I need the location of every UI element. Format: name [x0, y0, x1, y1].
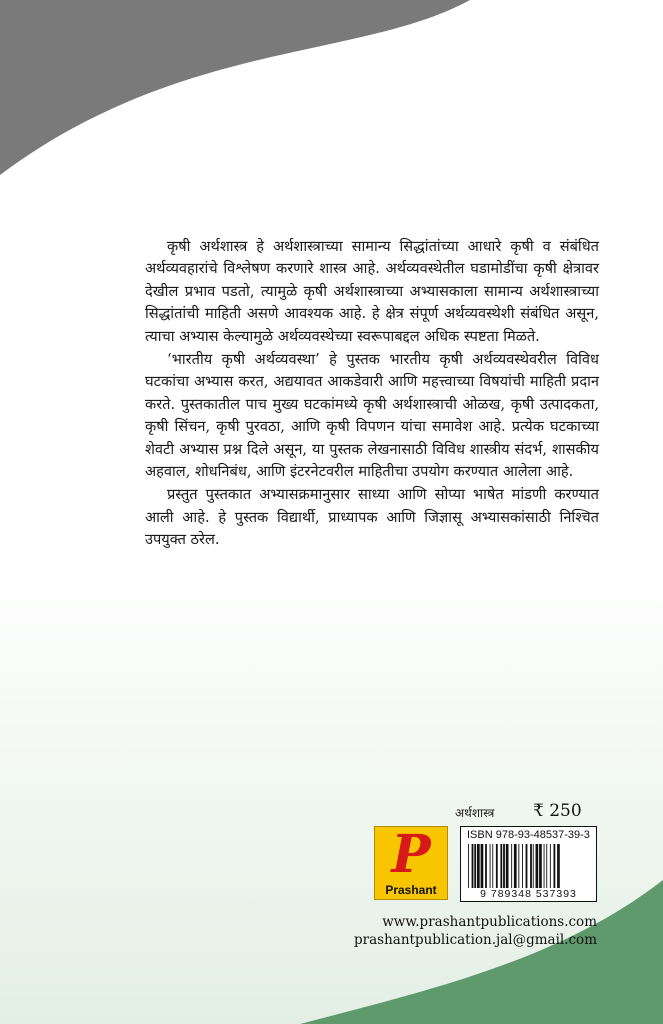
barcode-bar [490, 844, 491, 888]
email-link[interactable]: prashantpublication.jal@gmail.com [354, 932, 597, 948]
barcode-bar [492, 844, 493, 888]
barcode-bar [503, 844, 505, 888]
logo-name: Prashant [385, 883, 437, 897]
barcode-bar [544, 844, 545, 888]
barcode-bar [533, 844, 534, 888]
barcode-bars [467, 844, 591, 888]
blurb-paragraph-2: ‘भारतीय कृषी अर्थव्यवस्था’ हे पुस्तक भारतीय कृषी अर्थव्यवस्थेवरील विविध घटकांचा अभ्यास करत, अद्ययावत आकडेवारी आणि महत्त्वाच्या विषयांची माहिती प्रदान करते. पुस्तकातील पाच मुख्य घटकांमध्ये कृषी अर्थशास्त्राची ओळख, कृषी उत्पादकता, कृषी सिंचन, कृषी पुरवठा, आणि कृषी विपणन यांचा समावेश आहे. प्रत्येक घटकाच्या शेवटी अभ्यास प्रश्न दिले असून, या पुस्तक लेखनासाठी विविध शास्त्रीय संदर्भ, शासकीय अहवाल, शोधनिबंध, आणि इंटरनेटवरील माहितीचा उपयोग करण्यात आलेला आहे. [145, 351, 599, 481]
barcode-bar [530, 844, 532, 888]
barcode-bar [472, 844, 474, 888]
subject-label: अर्थशास्त्र [455, 806, 495, 820]
barcode-bar [514, 844, 517, 888]
barcode-bar [485, 844, 487, 888]
blurb-paragraph-1: कृषी अर्थशास्त्र हे अर्थशास्त्राच्या सामान्य सिद्धांतांच्या आधारे कृषी व संबंधित अर्थव्यवहारांचे विश्लेषण करणारे शास्त्र आहे. अर्थव्यवस्थेतील घडामोडींचा कृषी क्षेत्रावर देखील प्रभाव पडतो, त्यामुळे कृषी अर्थशास्त्राच्या अभ्यासकाला सामान्य अर्थशास्त्राच्या सिद्धांतांची माहिती असणे आवश्यक आहे. हे क्षेत्र संपूर्ण अर्थव्यवस्थेशी संबंधित असून, त्याचा अभ्यास केल्यामुळे अर्थव्यवस्थेच्या स्वरूपाबद्दल अधिक स्पष्टता मिळते. [145, 238, 599, 345]
barcode-bar [536, 844, 539, 888]
barcode-bar [539, 844, 542, 888]
barcode-bar [554, 844, 556, 888]
logo-letter: P [391, 824, 431, 885]
blurb-paragraph-3: प्रस्तुत पुस्तकात अभ्यासक्रमानुसार साध्या आणि सोप्या भाषेत मांडणी करण्यात आली आहे. हे पुस्तक विद्यार्थी, प्राध्यापक आणि जिज्ञासू अभ्यासकांसाठी निश्चित उपयुक्त ठरेल. [145, 486, 599, 549]
barcode-bar [506, 844, 509, 888]
barcode-bar [477, 844, 480, 888]
barcode-bar [496, 844, 498, 888]
price-label: ₹ 250 [533, 801, 582, 821]
barcode-digits: 9 789348 537393 [480, 888, 577, 900]
barcode-bar [500, 844, 502, 888]
barcode-bar [518, 844, 519, 888]
barcode-bar [546, 844, 547, 888]
website-link[interactable]: www.prashantpublications.com [382, 914, 597, 930]
isbn-text: ISBN 978-93-48537-39-3 [467, 829, 590, 841]
barcode-bar [550, 844, 551, 888]
barcode-bar [511, 844, 512, 888]
barcode-bar [481, 844, 484, 888]
isbn-barcode [460, 826, 597, 902]
barcode-bar [474, 844, 476, 888]
back-cover-blurb [145, 236, 599, 552]
barcode-bar [522, 844, 523, 888]
barcode-bar [468, 844, 469, 888]
publisher-logo [374, 826, 448, 900]
barcode-bar [526, 844, 528, 888]
barcode-bar [557, 844, 560, 888]
